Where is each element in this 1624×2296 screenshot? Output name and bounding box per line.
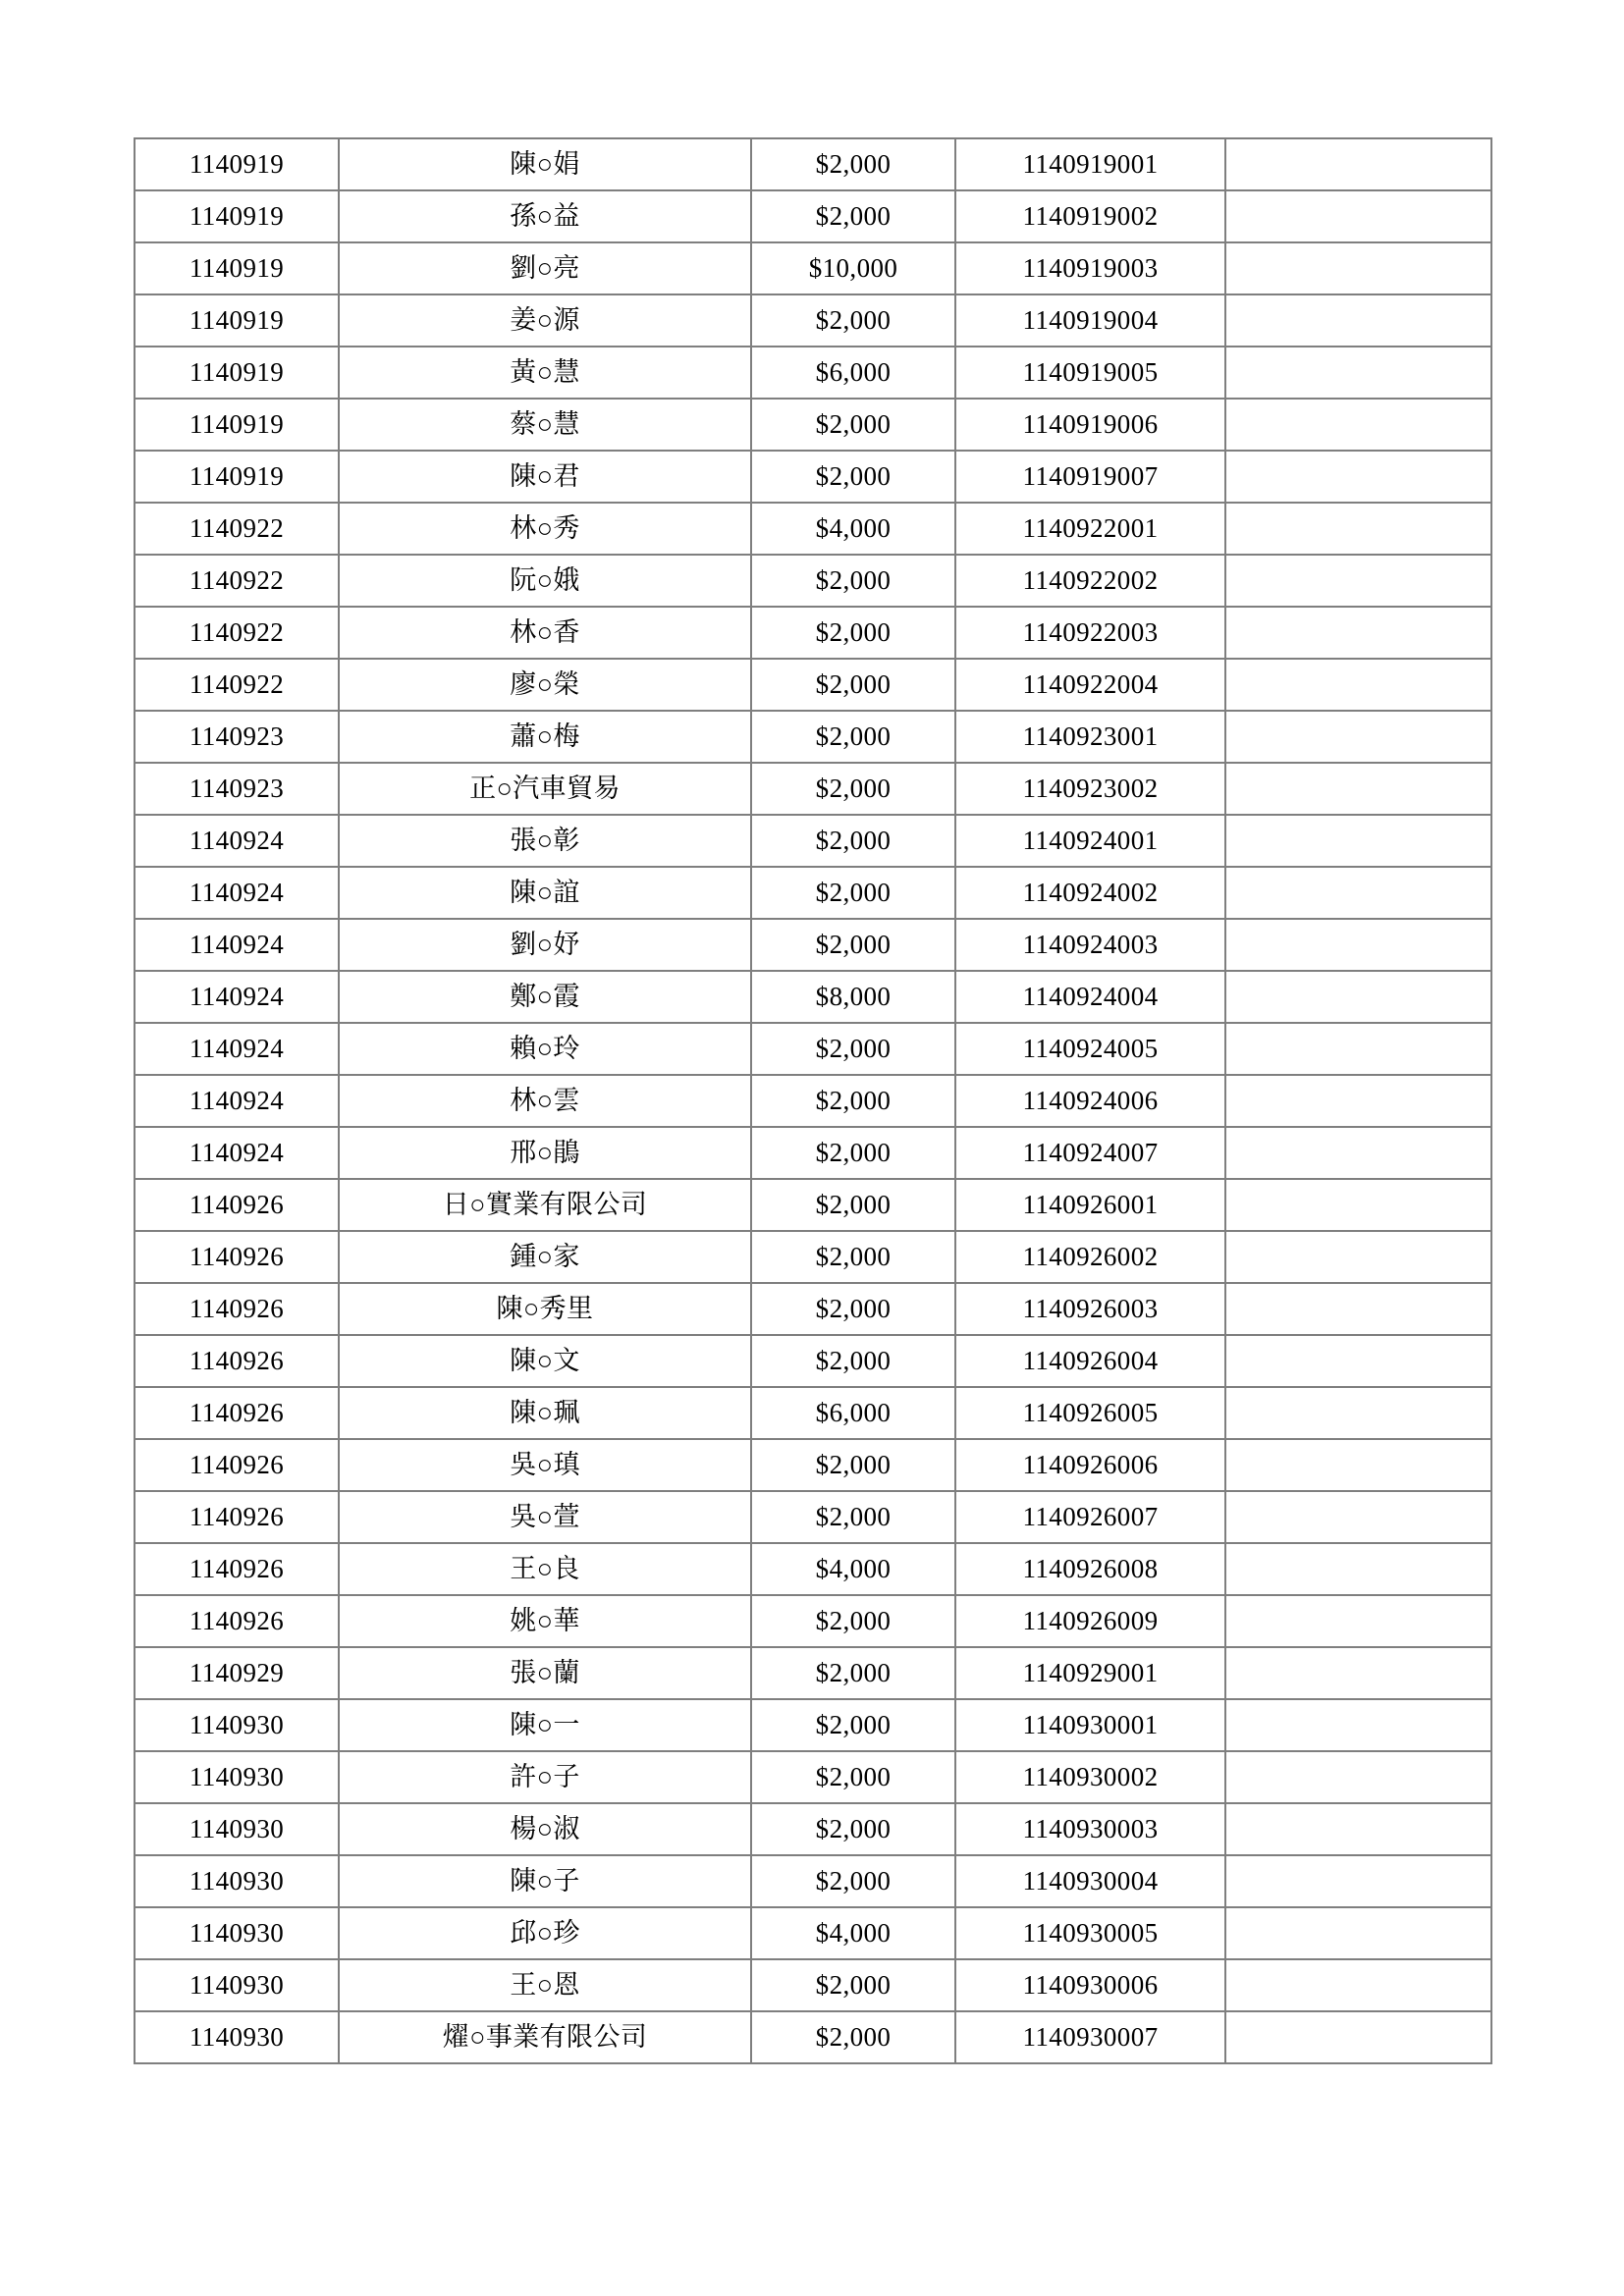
cell-receipt: 1140930001 <box>955 1699 1225 1751</box>
table-row <box>135 1543 1491 1595</box>
cell-blank <box>1225 763 1491 815</box>
cell-date: 1140926 <box>135 1335 339 1387</box>
cell-blank <box>1225 1751 1491 1803</box>
cell-name: 孫○益 <box>339 190 751 242</box>
cell-name: 正○汽車貿易 <box>339 763 751 815</box>
cell-amount: $2,000 <box>751 451 955 503</box>
cell-receipt: 1140922001 <box>955 503 1225 555</box>
cell-amount: $2,000 <box>751 1075 955 1127</box>
cell-receipt: 1140926008 <box>955 1543 1225 1595</box>
cell-blank <box>1225 1127 1491 1179</box>
cell-date: 1140930 <box>135 2011 339 2063</box>
cell-date: 1140922 <box>135 607 339 659</box>
table-row <box>135 1127 1491 1179</box>
cell-date: 1140924 <box>135 815 339 867</box>
cell-blank <box>1225 1179 1491 1231</box>
cell-name: 廖○榮 <box>339 659 751 711</box>
cell-blank <box>1225 1855 1491 1907</box>
cell-receipt: 1140930002 <box>955 1751 1225 1803</box>
cell-date: 1140919 <box>135 399 339 451</box>
cell-date: 1140924 <box>135 867 339 919</box>
cell-amount: $2,000 <box>751 815 955 867</box>
cell-date: 1140924 <box>135 971 339 1023</box>
cell-date: 1140926 <box>135 1491 339 1543</box>
cell-receipt: 1140926001 <box>955 1179 1225 1231</box>
cell-date: 1140922 <box>135 555 339 607</box>
cell-date: 1140919 <box>135 138 339 190</box>
cell-amount: $2,000 <box>751 659 955 711</box>
cell-blank <box>1225 242 1491 294</box>
cell-blank <box>1225 1283 1491 1335</box>
cell-name: 蕭○梅 <box>339 711 751 763</box>
cell-name: 張○蘭 <box>339 1647 751 1699</box>
cell-name: 陳○君 <box>339 451 751 503</box>
cell-date: 1140924 <box>135 1023 339 1075</box>
cell-blank <box>1225 503 1491 555</box>
cell-date: 1140919 <box>135 242 339 294</box>
cell-date: 1140922 <box>135 503 339 555</box>
cell-blank <box>1225 1907 1491 1959</box>
cell-amount: $2,000 <box>751 2011 955 2063</box>
table-row <box>135 919 1491 971</box>
table-row <box>135 347 1491 399</box>
cell-receipt: 1140930007 <box>955 2011 1225 2063</box>
cell-blank <box>1225 1959 1491 2011</box>
cell-date: 1140923 <box>135 763 339 815</box>
cell-date: 1140930 <box>135 1855 339 1907</box>
cell-name: 阮○娥 <box>339 555 751 607</box>
table-body <box>135 138 1491 2063</box>
cell-receipt: 1140922002 <box>955 555 1225 607</box>
cell-receipt: 1140924005 <box>955 1023 1225 1075</box>
cell-amount: $2,000 <box>751 1335 955 1387</box>
cell-receipt: 1140929001 <box>955 1647 1225 1699</box>
table-row <box>135 1855 1491 1907</box>
cell-blank <box>1225 1335 1491 1387</box>
table-row <box>135 1699 1491 1751</box>
cell-blank <box>1225 347 1491 399</box>
cell-name: 吳○萱 <box>339 1491 751 1543</box>
table-row <box>135 1283 1491 1335</box>
table-row <box>135 1907 1491 1959</box>
table-row <box>135 1751 1491 1803</box>
cell-name: 王○恩 <box>339 1959 751 2011</box>
cell-receipt: 1140922003 <box>955 607 1225 659</box>
cell-receipt: 1140919001 <box>955 138 1225 190</box>
table-row <box>135 1231 1491 1283</box>
cell-name: 林○秀 <box>339 503 751 555</box>
cell-receipt: 1140926002 <box>955 1231 1225 1283</box>
cell-receipt: 1140919003 <box>955 242 1225 294</box>
cell-date: 1140930 <box>135 1907 339 1959</box>
cell-name: 張○彰 <box>339 815 751 867</box>
cell-receipt: 1140919007 <box>955 451 1225 503</box>
table-row <box>135 1647 1491 1699</box>
cell-name: 林○香 <box>339 607 751 659</box>
cell-blank <box>1225 138 1491 190</box>
record-table-wrap <box>134 137 1490 2064</box>
cell-blank <box>1225 1595 1491 1647</box>
cell-name: 劉○亮 <box>339 242 751 294</box>
cell-blank <box>1225 190 1491 242</box>
cell-blank <box>1225 1699 1491 1751</box>
cell-name: 陳○一 <box>339 1699 751 1751</box>
cell-receipt: 1140924007 <box>955 1127 1225 1179</box>
cell-receipt: 1140919006 <box>955 399 1225 451</box>
cell-blank <box>1225 555 1491 607</box>
table-row <box>135 294 1491 347</box>
cell-date: 1140930 <box>135 1959 339 2011</box>
cell-amount: $2,000 <box>751 1179 955 1231</box>
donation-record-table <box>134 137 1492 2064</box>
cell-receipt: 1140919002 <box>955 190 1225 242</box>
table-row <box>135 1439 1491 1491</box>
table-row <box>135 763 1491 815</box>
cell-amount: $2,000 <box>751 1959 955 2011</box>
cell-date: 1140926 <box>135 1543 339 1595</box>
cell-date: 1140926 <box>135 1231 339 1283</box>
table-row <box>135 1023 1491 1075</box>
cell-amount: $2,000 <box>751 607 955 659</box>
cell-receipt: 1140930004 <box>955 1855 1225 1907</box>
cell-receipt: 1140924004 <box>955 971 1225 1023</box>
table-row <box>135 190 1491 242</box>
table-row <box>135 2011 1491 2063</box>
cell-amount: $2,000 <box>751 555 955 607</box>
cell-amount: $8,000 <box>751 971 955 1023</box>
cell-amount: $6,000 <box>751 347 955 399</box>
cell-blank <box>1225 1439 1491 1491</box>
cell-blank <box>1225 1023 1491 1075</box>
table-row <box>135 1959 1491 2011</box>
cell-date: 1140929 <box>135 1647 339 1699</box>
table-row <box>135 451 1491 503</box>
cell-receipt: 1140922004 <box>955 659 1225 711</box>
cell-date: 1140930 <box>135 1751 339 1803</box>
cell-blank <box>1225 1543 1491 1595</box>
cell-blank <box>1225 2011 1491 2063</box>
table-row <box>135 1075 1491 1127</box>
cell-date: 1140919 <box>135 451 339 503</box>
cell-amount: $2,000 <box>751 1283 955 1335</box>
cell-receipt: 1140930005 <box>955 1907 1225 1959</box>
cell-amount: $2,000 <box>751 1127 955 1179</box>
table-row <box>135 138 1491 190</box>
cell-amount: $2,000 <box>751 1023 955 1075</box>
cell-name: 王○良 <box>339 1543 751 1595</box>
cell-date: 1140919 <box>135 347 339 399</box>
cell-amount: $4,000 <box>751 1907 955 1959</box>
cell-amount: $2,000 <box>751 919 955 971</box>
cell-date: 1140926 <box>135 1179 339 1231</box>
cell-amount: $2,000 <box>751 1491 955 1543</box>
cell-name: 陳○珮 <box>339 1387 751 1439</box>
cell-date: 1140926 <box>135 1439 339 1491</box>
table-row <box>135 242 1491 294</box>
cell-amount: $2,000 <box>751 1439 955 1491</box>
table-row <box>135 815 1491 867</box>
table-row <box>135 555 1491 607</box>
cell-date: 1140919 <box>135 294 339 347</box>
cell-receipt: 1140923001 <box>955 711 1225 763</box>
cell-name: 劉○妤 <box>339 919 751 971</box>
cell-receipt: 1140930003 <box>955 1803 1225 1855</box>
cell-blank <box>1225 867 1491 919</box>
cell-name: 陳○秀里 <box>339 1283 751 1335</box>
cell-amount: $2,000 <box>751 867 955 919</box>
cell-name: 林○雲 <box>339 1075 751 1127</box>
cell-blank <box>1225 1491 1491 1543</box>
cell-receipt: 1140926006 <box>955 1439 1225 1491</box>
table-row <box>135 1387 1491 1439</box>
cell-name: 蔡○慧 <box>339 399 751 451</box>
cell-name: 燿○事業有限公司 <box>339 2011 751 2063</box>
cell-receipt: 1140919005 <box>955 347 1225 399</box>
cell-name: 邢○鵑 <box>339 1127 751 1179</box>
cell-receipt: 1140924003 <box>955 919 1225 971</box>
cell-date: 1140922 <box>135 659 339 711</box>
cell-receipt: 1140919004 <box>955 294 1225 347</box>
cell-amount: $2,000 <box>751 294 955 347</box>
cell-name: 許○子 <box>339 1751 751 1803</box>
table-row <box>135 1595 1491 1647</box>
cell-amount: $2,000 <box>751 1803 955 1855</box>
cell-receipt: 1140926007 <box>955 1491 1225 1543</box>
cell-blank <box>1225 1803 1491 1855</box>
table-row <box>135 971 1491 1023</box>
cell-name: 姜○源 <box>339 294 751 347</box>
cell-amount: $2,000 <box>751 399 955 451</box>
cell-blank <box>1225 971 1491 1023</box>
cell-receipt: 1140924002 <box>955 867 1225 919</box>
cell-amount: $2,000 <box>751 190 955 242</box>
table-row <box>135 711 1491 763</box>
cell-receipt: 1140926004 <box>955 1335 1225 1387</box>
cell-name: 楊○淑 <box>339 1803 751 1855</box>
cell-blank <box>1225 1387 1491 1439</box>
cell-amount: $2,000 <box>751 763 955 815</box>
table-row <box>135 1179 1491 1231</box>
cell-name: 陳○文 <box>339 1335 751 1387</box>
cell-date: 1140926 <box>135 1387 339 1439</box>
table-row <box>135 1335 1491 1387</box>
cell-receipt: 1140926005 <box>955 1387 1225 1439</box>
cell-amount: $2,000 <box>751 711 955 763</box>
cell-date: 1140926 <box>135 1595 339 1647</box>
cell-date: 1140924 <box>135 1075 339 1127</box>
cell-name: 陳○子 <box>339 1855 751 1907</box>
table-row <box>135 607 1491 659</box>
cell-name: 姚○華 <box>339 1595 751 1647</box>
table-row <box>135 503 1491 555</box>
cell-amount: $2,000 <box>751 1595 955 1647</box>
table-row <box>135 1491 1491 1543</box>
cell-receipt: 1140923002 <box>955 763 1225 815</box>
cell-receipt: 1140926003 <box>955 1283 1225 1335</box>
cell-amount: $2,000 <box>751 1647 955 1699</box>
table-row <box>135 399 1491 451</box>
cell-date: 1140924 <box>135 919 339 971</box>
table-row <box>135 867 1491 919</box>
cell-name: 吳○瑱 <box>339 1439 751 1491</box>
cell-blank <box>1225 1647 1491 1699</box>
cell-blank <box>1225 451 1491 503</box>
cell-date: 1140923 <box>135 711 339 763</box>
cell-blank <box>1225 919 1491 971</box>
cell-blank <box>1225 294 1491 347</box>
cell-receipt: 1140924006 <box>955 1075 1225 1127</box>
cell-blank <box>1225 659 1491 711</box>
cell-amount: $2,000 <box>751 1231 955 1283</box>
cell-receipt: 1140926009 <box>955 1595 1225 1647</box>
cell-blank <box>1225 1231 1491 1283</box>
cell-amount: $4,000 <box>751 503 955 555</box>
cell-amount: $4,000 <box>751 1543 955 1595</box>
cell-amount: $2,000 <box>751 138 955 190</box>
cell-blank <box>1225 399 1491 451</box>
cell-amount: $2,000 <box>751 1751 955 1803</box>
cell-amount: $10,000 <box>751 242 955 294</box>
cell-amount: $2,000 <box>751 1855 955 1907</box>
cell-receipt: 1140924001 <box>955 815 1225 867</box>
cell-name: 鄭○霞 <box>339 971 751 1023</box>
cell-date: 1140919 <box>135 190 339 242</box>
cell-name: 邱○珍 <box>339 1907 751 1959</box>
cell-date: 1140926 <box>135 1283 339 1335</box>
cell-name: 黃○慧 <box>339 347 751 399</box>
cell-blank <box>1225 815 1491 867</box>
cell-amount: $6,000 <box>751 1387 955 1439</box>
cell-date: 1140924 <box>135 1127 339 1179</box>
cell-amount: $2,000 <box>751 1699 955 1751</box>
cell-blank <box>1225 607 1491 659</box>
cell-blank <box>1225 711 1491 763</box>
cell-date: 1140930 <box>135 1803 339 1855</box>
cell-receipt: 1140930006 <box>955 1959 1225 2011</box>
cell-name: 日○實業有限公司 <box>339 1179 751 1231</box>
cell-date: 1140930 <box>135 1699 339 1751</box>
cell-name: 陳○娟 <box>339 138 751 190</box>
cell-name: 賴○玲 <box>339 1023 751 1075</box>
table-row <box>135 1803 1491 1855</box>
table-row <box>135 659 1491 711</box>
cell-blank <box>1225 1075 1491 1127</box>
cell-name: 陳○誼 <box>339 867 751 919</box>
cell-name: 鍾○家 <box>339 1231 751 1283</box>
